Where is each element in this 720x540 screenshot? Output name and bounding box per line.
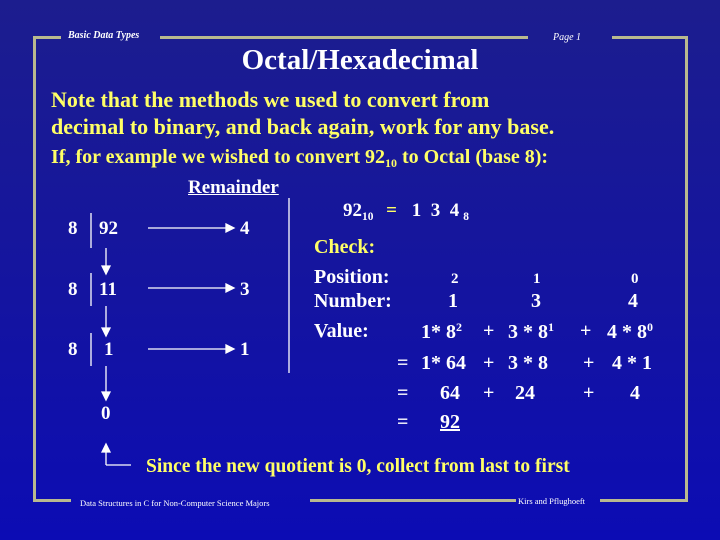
footnote: Since the new quotient is 0, collect from last to first (146, 456, 570, 477)
position-label: Position: (314, 266, 390, 288)
number-label: Number: (314, 290, 392, 312)
position-0: 0 (631, 271, 639, 287)
remainder-3: 1 (240, 339, 250, 360)
value-label: Value: (314, 320, 369, 342)
line2-plus-1: + (483, 352, 495, 374)
line3-c: 4 (630, 382, 640, 404)
header-page: Page 1 (553, 32, 582, 43)
example-sub: 10 (385, 156, 398, 171)
arrow-head-1 (226, 224, 234, 232)
arrow-head-3 (226, 345, 234, 353)
line2-a: 1* 64 (421, 352, 466, 374)
line2-c: 4 * 1 (612, 352, 652, 374)
line3-plus-1: + (483, 382, 495, 404)
divisor-2: 8 (68, 279, 78, 300)
value-term-1-base: 1* 8 (421, 321, 456, 344)
position-2: 2 (451, 271, 459, 287)
dividend-1: 92 (99, 218, 118, 239)
result-eq: = (386, 200, 397, 221)
example-post: to Octal (base 8): (397, 146, 549, 168)
value-plus-2: + (580, 320, 592, 342)
example-pre: If, for example we wished to convert 92 (51, 146, 386, 168)
line2-eq: = (397, 352, 409, 374)
remainder-label: Remainder (188, 177, 279, 198)
number-1: 1 (448, 290, 458, 312)
line3-b: 24 (515, 382, 535, 404)
value-term-2-exp: 1 (548, 320, 554, 334)
value-plus-1: + (483, 320, 495, 342)
dividend-2: 11 (99, 279, 117, 300)
line2-plus-2: + (583, 352, 595, 374)
slide-title: Octal/Hexadecimal (241, 44, 479, 76)
result-digits-sub: 8 (463, 210, 469, 223)
footer-right: Kirs and Pflughoeft (518, 496, 586, 506)
footer-left: Data Structures in C for Non-Computer Science Majors (80, 498, 270, 508)
divisor-1: 8 (68, 218, 78, 239)
value-term-1 (421, 320, 462, 344)
remainder-1: 4 (240, 218, 250, 239)
collect-head (102, 444, 110, 452)
line4-eq: = (397, 411, 409, 433)
down-head-3 (102, 392, 110, 400)
down-head-1 (102, 266, 110, 274)
line4-result: 92 (440, 411, 460, 433)
number-4: 4 (628, 290, 638, 312)
result-line (343, 200, 469, 223)
line3-a: 64 (440, 382, 460, 404)
dividend-3: 1 (104, 339, 114, 360)
result-num-sub: 10 (362, 210, 374, 223)
line2-b: 3 * 8 (508, 352, 548, 374)
header-left: Basic Data Types (68, 30, 140, 41)
line3-eq: = (397, 382, 409, 404)
result-digits: 1 3 4 (411, 200, 460, 221)
result-num: 92 (343, 200, 362, 221)
value-term-2-base: 3 * 8 (508, 321, 548, 344)
remainder-2: 3 (240, 279, 250, 300)
final-quotient: 0 (101, 403, 111, 424)
note-line-1: Note that the methods we used to convert from (51, 87, 490, 112)
value-term-3 (607, 320, 653, 344)
value-term-3-exp: 0 (647, 320, 653, 334)
divisor-3: 8 (68, 339, 78, 360)
value-term-2 (508, 320, 554, 344)
note-line-2: decimal to binary, and back again, work for any base. (51, 114, 555, 139)
arrow-head-2 (226, 284, 234, 292)
line3-plus-2: + (583, 382, 595, 404)
check-label: Check: (314, 236, 376, 258)
value-term-1-exp: 2 (456, 320, 462, 334)
value-term-3-base: 4 * 8 (607, 321, 647, 344)
position-1: 1 (533, 271, 541, 287)
down-head-2 (102, 328, 110, 336)
number-3: 3 (531, 290, 541, 312)
